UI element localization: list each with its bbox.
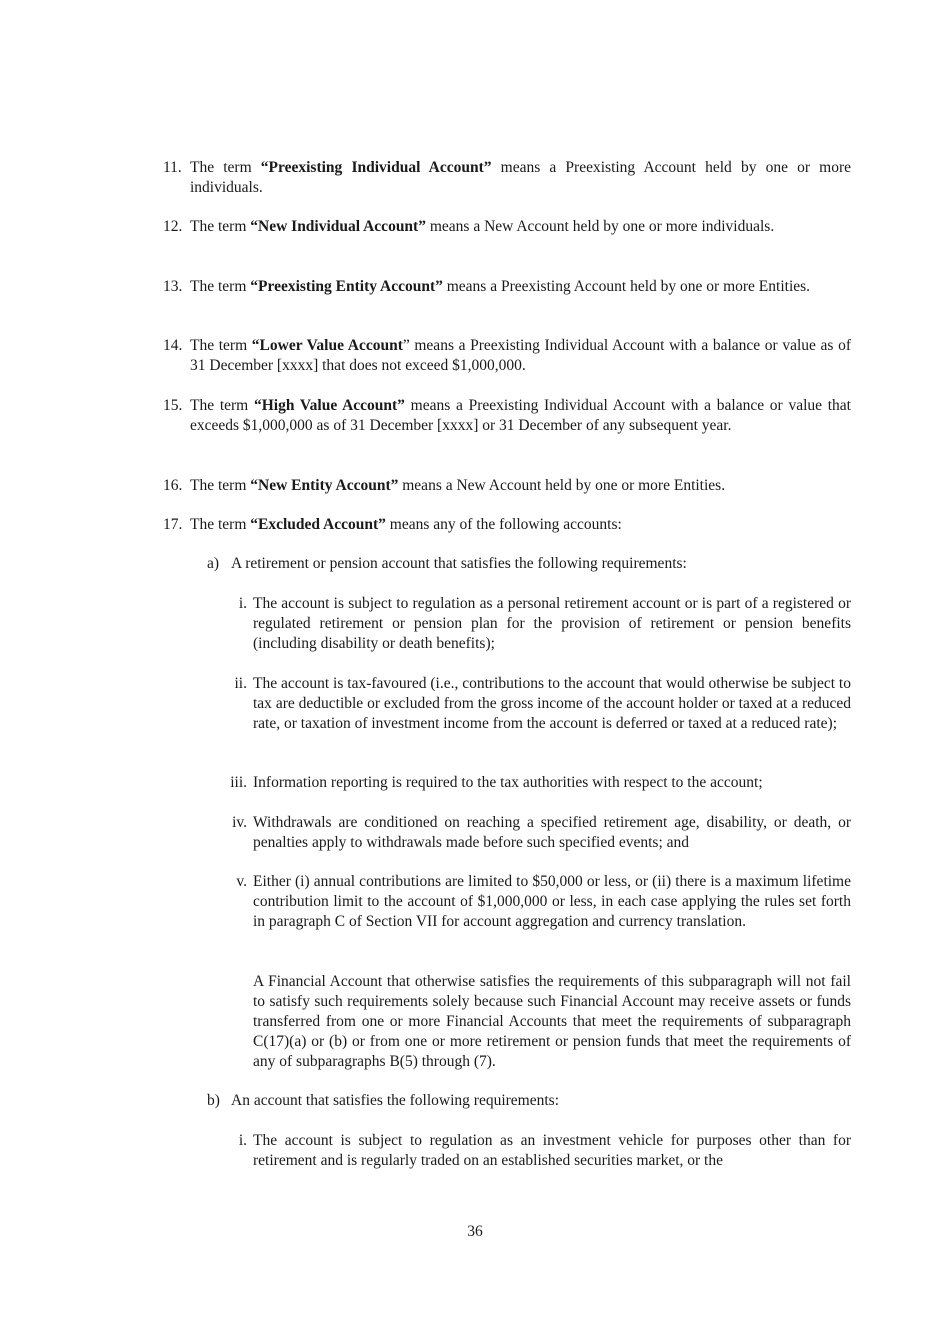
subparagraph-label: a) bbox=[207, 555, 220, 572]
definition-body: means a Preexisting Account held by one or more individuals. bbox=[190, 159, 852, 196]
requirement-number: iv. bbox=[232, 814, 247, 831]
requirement-a-v bbox=[215, 872, 851, 932]
definition-11 bbox=[163, 158, 851, 198]
requirement-text: Either (i) annual contributions are limited to $50,000 or less, or (ii) there is a maximum lifetime contribution limit to the account of $1,000,000 or less, in each case applying the rules set forth in paragraph C of Section VII for account aggregation and currency translation. bbox=[253, 873, 851, 930]
definition-lead: The term bbox=[190, 218, 251, 235]
definition-lead: The term bbox=[190, 278, 251, 295]
definition-number: 12. bbox=[163, 218, 183, 235]
requirement-text: The account is tax-favoured (i.e., contributions to the account that would otherwise be subject to tax are deductible or excluded from the gross income of the account holder or taxed at a reduced rate, or taxation of investment income from the account is deferred or taxed at a reduced rate); bbox=[253, 675, 851, 732]
closing-paragraph: A Financial Account that otherwise satisfies the requirements of this subparagraph will not fail to satisfy such requirements solely because such Financial Account may receive assets or funds transferred from one or more Financial Accounts that meet the requirements of subparagraph C(17)(a) or (b) or from one or more retirement or pension funds that meet the requirements of any of subparagraphs B(5) through (7). bbox=[253, 973, 851, 1070]
defined-term: “Preexisting Individual Account” bbox=[260, 159, 492, 176]
requirement-a-iii bbox=[215, 773, 851, 793]
requirement-text: Withdrawals are conditioned on reaching a specified retirement age, disability, or death, or penalties apply to withdrawals made before such specified events; and bbox=[253, 814, 851, 851]
requirement-text: The account is subject to regulation as a personal retirement account or is part of a registered or regulated retirement or pension plan for the provision of retirement or pension benefits (including disability or death benefits); bbox=[253, 595, 851, 652]
definition-17 bbox=[163, 515, 851, 535]
definition-number: 17. bbox=[163, 516, 183, 533]
requirement-number: iii. bbox=[230, 774, 247, 791]
subparagraph-text: A retirement or pension account that satisfies the following requirements: bbox=[231, 555, 687, 572]
definition-number: 13. bbox=[163, 278, 183, 295]
subparagraph-label: b) bbox=[207, 1092, 220, 1109]
definition-number: 11. bbox=[163, 159, 182, 176]
definition-14 bbox=[163, 336, 851, 376]
defined-term: “Preexisting Entity Account” bbox=[250, 278, 443, 295]
definition-number: 14. bbox=[163, 337, 183, 354]
definition-lead: The term bbox=[190, 159, 261, 176]
requirement-number: ii. bbox=[234, 675, 247, 692]
defined-term: “Lower Value Account bbox=[251, 337, 403, 354]
definition-body: means a Preexisting Individual Account with a balance or value that exceeds $1,000,000 as of 31 December [xxxx] or 31 December of any subsequent year. bbox=[190, 397, 851, 434]
requirement-text: Information reporting is required to the tax authorities with respect to the account; bbox=[253, 774, 763, 791]
definition-number: 16. bbox=[163, 477, 183, 494]
definition-body: means a New Account held by one or more individuals. bbox=[425, 218, 775, 235]
definition-16 bbox=[163, 476, 851, 496]
definition-lead: The term bbox=[190, 516, 251, 533]
page-number: 36 bbox=[467, 1223, 483, 1240]
definition-15 bbox=[163, 396, 851, 436]
definition-13 bbox=[163, 277, 851, 297]
definition-lead: The term bbox=[190, 477, 251, 494]
defined-term: “Excluded Account” bbox=[250, 516, 386, 533]
subparagraph-text: An account that satisfies the following requirements: bbox=[231, 1092, 559, 1109]
definition-body: means a Preexisting Account held by one or more Entities. bbox=[442, 278, 811, 295]
requirement-text: The account is subject to regulation as an investment vehicle for purposes other than for retirement and is regularly traded on an established securities market, or the bbox=[253, 1132, 851, 1169]
requirement-number: i. bbox=[238, 595, 247, 612]
requirement-number: v. bbox=[236, 873, 247, 890]
requirement-a-i bbox=[215, 594, 851, 654]
definition-body: means any of the following accounts: bbox=[385, 516, 622, 533]
requirement-b-i bbox=[215, 1131, 851, 1171]
requirement-a-ii bbox=[215, 674, 851, 734]
definition-12 bbox=[163, 217, 851, 237]
definition-lead: The term bbox=[190, 397, 254, 414]
subparagraph-a bbox=[207, 554, 851, 574]
defined-term: “New Entity Account” bbox=[250, 477, 399, 494]
requirement-a-iv bbox=[215, 813, 851, 853]
defined-term: “New Individual Account” bbox=[250, 218, 426, 235]
subparagraph-b bbox=[207, 1091, 851, 1111]
definition-number: 15. bbox=[163, 397, 183, 414]
definition-body: ” means a Preexisting Individual Account with a balance or value as of 31 December [xxxx] that does not exceed $1,000,000. bbox=[190, 337, 851, 374]
requirement-number: i. bbox=[238, 1132, 247, 1149]
definition-lead: The term bbox=[190, 337, 252, 354]
defined-term: “High Value Account” bbox=[253, 397, 405, 414]
definition-body: means a New Account held by one or more Entities. bbox=[398, 477, 726, 494]
